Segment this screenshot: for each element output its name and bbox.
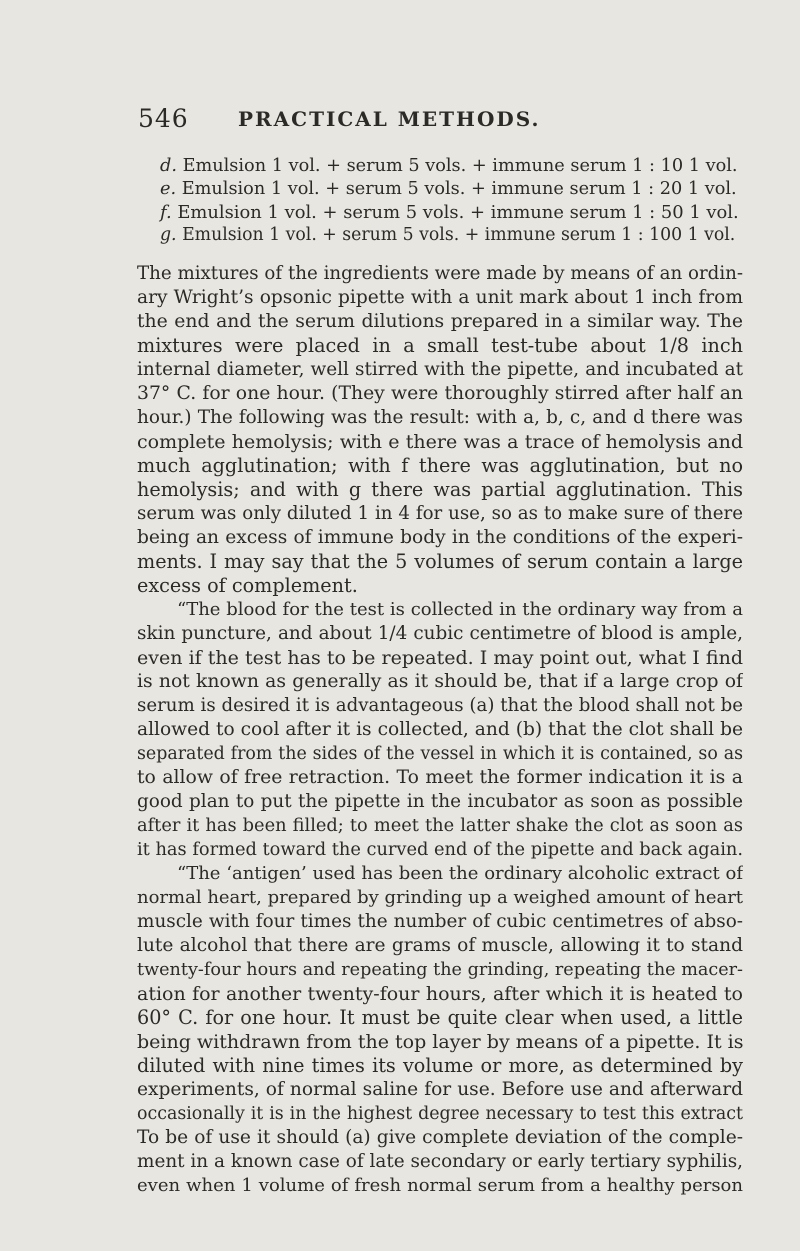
text-line: it has formed toward the curved end of the pipette and back again. (137, 839, 743, 860)
text-line: good plan to put the pipette in the incubator as soon as possible (137, 791, 743, 812)
text-line: The mixtures of the ingredients were made by means of an ordin- (137, 263, 743, 284)
text-line: occasionally it is in the highest degree necessary to test this extract (137, 1104, 743, 1124)
text-line: ation for another twenty-four hours, after which it is heated to (137, 983, 743, 1005)
text-line: the end and the serum dilutions prepared in a similar way. The (137, 311, 743, 332)
page-number: 546 (138, 104, 189, 133)
text-line: muscle with four times the number of cubic centimetres of abso- (137, 911, 743, 932)
mixture-item-e (160, 178, 740, 201)
text-line: even when 1 volume of fresh normal serum from a healthy person (137, 1175, 743, 1196)
text-line: 37° C. for one hour. (They were thoroughly stirred after half an (137, 383, 743, 404)
text-line: complete hemolysis; with e there was a trace of hemolysis and (137, 431, 743, 453)
page-header (138, 104, 698, 134)
text-line: “The ‘antigen’ used has been the ordinary alcoholic extract of (177, 863, 743, 884)
mixture-text: Emulsion 1 vol. + serum 5 vols. + immune serum 1 : 50 1 vol. (177, 202, 739, 223)
text-line: is not known as generally as it should be, that if a large crop of (137, 671, 743, 692)
text-line: even if the test has to be repeated. I may point out, what I find (137, 647, 743, 669)
mixture-text: Emulsion 1 vol. + serum 5 vols. + immune serum 1 : 20 1 vol. (181, 179, 737, 199)
mixture-text: Emulsion 1 vol. + serum 5 vols. + immune serum 1 : 100 1 vol. (182, 225, 736, 245)
text-line: serum was only diluted 1 in 4 for use, so as to make sure of there (137, 503, 743, 524)
text-line: after it has been filled; to meet the latter shake the clot as soon as (137, 815, 743, 836)
running-head: PRACTICAL METHODS. (238, 107, 541, 131)
text-line: separated from the sides of the vessel in which it is contained, so as (137, 744, 743, 764)
text-line: excess of complement. (137, 574, 358, 597)
mixture-text: Emulsion 1 vol. + serum 5 vols. + immune serum 1 : 10 1 vol. (182, 156, 738, 176)
text-line: being an excess of immune body in the conditions of the experi- (137, 527, 743, 548)
text-line: hour.) The following was the result: with a, b, c, and d there was (137, 407, 743, 428)
text-line: ment in a known case of late secondary or early tertiary syphilis, (137, 1151, 743, 1172)
text-line: experiments, of normal saline for use. Before use and afterward (137, 1079, 743, 1100)
text-line: normal heart, prepared by grinding up a weighed amount of heart (137, 887, 743, 908)
text-line: being withdrawn from the top layer by means of a pipette. It is (137, 1031, 743, 1053)
mixture-item-d (160, 155, 740, 178)
text-line: to allow of free retraction. To meet the former indication it is a (137, 767, 743, 788)
text-line: ary Wright’s opsonic pipette with a unit mark about 1 inch from (137, 287, 743, 308)
text-line: allowed to cool after it is collected, and (b) that the clot shall be (137, 719, 743, 740)
text-line: skin puncture, and about 1/4 cubic centimetre of blood is ample, (137, 623, 743, 644)
text-line: To be of use it should (a) give complete deviation of the comple- (137, 1127, 743, 1148)
mixture-tag: d. (160, 156, 177, 176)
text-line: much agglutination; with f there was agglutination, but no (137, 454, 743, 477)
text-line: lute alcohol that there are grams of muscle, allowing it to stand (137, 935, 743, 956)
mixture-tag: f. (160, 202, 172, 223)
text-line: “The blood for the test is collected in the ordinary way from a (177, 599, 743, 620)
text-line: ments. I may say that the 5 volumes of serum contain a large (137, 550, 743, 573)
mixture-tag: g. (160, 225, 177, 245)
text-line: serum is desired it is advantageous (a) that the blood shall not be (137, 695, 743, 716)
body-text (137, 262, 743, 1198)
mixture-list (160, 155, 740, 247)
text-line: internal diameter, well stirred with the pipette, and incubated at (137, 359, 743, 380)
text-line: hemolysis; and with g there was partial agglutination. This (137, 478, 743, 501)
text-line: mixtures were placed in a small test-tube about 1/8 inch (137, 334, 743, 357)
mixture-tag: e. (160, 179, 177, 199)
mixture-item-f (160, 201, 740, 224)
text-line: diluted with nine times its volume or more, as determined by (137, 1054, 743, 1077)
text-line: twenty-four hours and repeating the grinding, repeating the macer- (137, 960, 743, 980)
text-line: 60° C. for one hour. It must be quite clear when used, a little (137, 1006, 743, 1029)
mixture-item-g (160, 224, 740, 247)
